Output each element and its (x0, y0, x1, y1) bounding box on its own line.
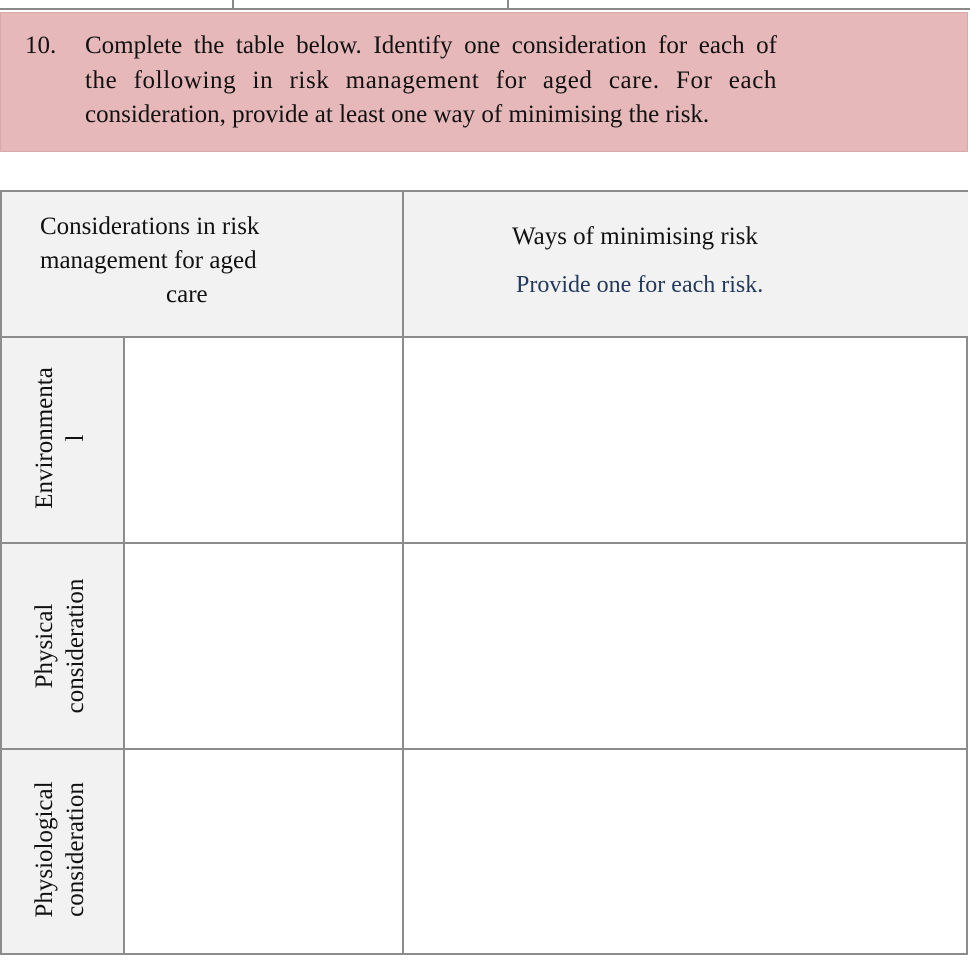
column-divider (402, 192, 404, 953)
row-divider (2, 336, 968, 338)
question-line: the following in risk management for aged care. For each (85, 66, 777, 94)
row-label-line: consideration (62, 782, 89, 917)
physical-minimising-cell[interactable] (406, 544, 968, 748)
question-text (85, 29, 777, 133)
question-line: consideration, provide at least one way of minimising the risk. (85, 101, 710, 128)
row-divider (2, 748, 968, 750)
header-ways-title: Ways of minimising risk (512, 223, 758, 250)
physical-consideration-cell[interactable] (126, 544, 404, 748)
question-number: 10. (25, 32, 57, 59)
row-divider (2, 542, 968, 544)
question-line: Complete the table below. Identify one consideration for each of (85, 32, 777, 59)
row-label-line: l (62, 434, 89, 442)
physiological-consideration-cell[interactable] (126, 750, 404, 953)
header-line: management for aged (40, 247, 257, 274)
row-label-physiological (2, 750, 124, 953)
row-label-physical (2, 544, 124, 748)
previous-table-divider (232, 0, 234, 10)
row-label-line: Physical (31, 603, 58, 689)
row-label-line: consideration (62, 578, 89, 714)
header-line: Considerations in risk (40, 213, 260, 240)
environmental-consideration-cell[interactable] (126, 338, 404, 542)
row-label-line: Environmenta (31, 367, 58, 509)
row-label-line: Physiological (31, 781, 58, 918)
header-ways-subtitle: Provide one for each risk. (516, 272, 764, 298)
header-considerations-text (40, 210, 340, 312)
environmental-minimising-cell[interactable] (406, 338, 968, 542)
risk-management-table (0, 190, 968, 955)
previous-table-bottom-edge (0, 0, 970, 10)
header-considerations (2, 192, 404, 336)
previous-table-divider (507, 0, 509, 10)
question-banner (0, 12, 968, 152)
header-ways-of-minimising (404, 192, 968, 336)
physiological-minimising-cell[interactable] (406, 750, 968, 953)
row-label-environmental (2, 338, 124, 542)
header-line: care (166, 281, 208, 308)
